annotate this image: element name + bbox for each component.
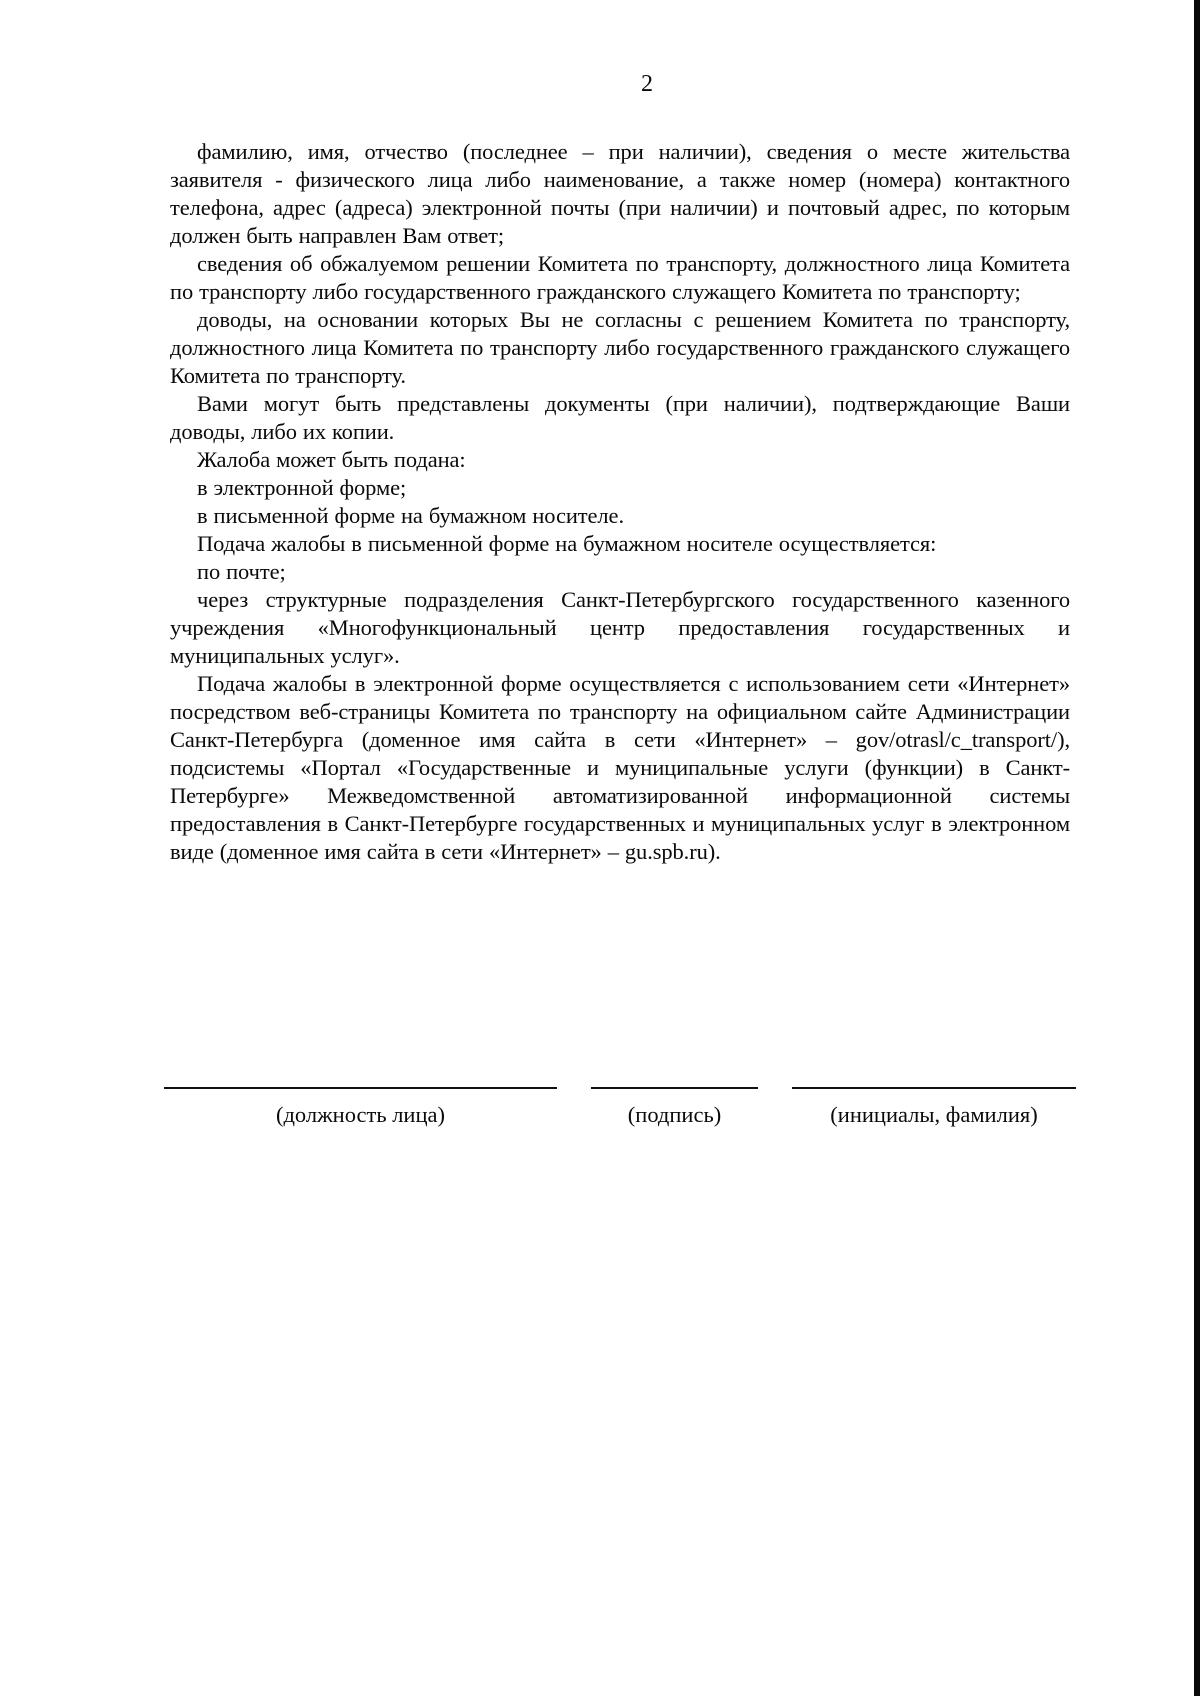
- signature-line: [591, 1087, 758, 1089]
- page-number: 2: [641, 71, 653, 97]
- paragraph-paper-submission: Подача жалобы в письменной форме на бумажном носителе осуществляется:: [197, 531, 937, 556]
- name-label: (инициалы, фамилия): [830, 1102, 1038, 1127]
- document-body: [170, 138, 1070, 866]
- position-signature-line: [164, 1087, 557, 1089]
- signature-label: (подпись): [627, 1102, 722, 1127]
- paragraph-arguments: доводы, на основании которых Вы не согласны с решением Комитета по транспорту, должностного лица Комитета по транспорту либо государственного гражданского служащего Комитета по транспорту.: [170, 307, 1070, 388]
- paragraph-paper-form: в письменной форме на бумажном носителе.: [197, 503, 624, 528]
- paragraph-mfc: через структурные подразделения Санкт-Петербургского государственного казенного учреждения «Многофункциональный центр предоставления государственных и муниципальных услуг».: [170, 587, 1070, 668]
- paragraph-electronic-submission: Подача жалобы в электронной форме осуществляется с использованием сети «Интернет» посредством веб-страницы Комитета по транспорту на официальном сайте Администрации Санкт-Петербурга (доменное имя сайта в сети «Интернет» – gov/otrasl/c_transport/), подсистемы «Портал «Государственные и муниципальные услуги (функции) в Санкт-Петербурге» Межведомственной автоматизированной информационной системы предоставления в Санкт-Петербурге государственных и муниципальных услуг в электронном виде (доменное имя сайта в сети «Интернет» – gu.spb.ru).: [170, 671, 1070, 864]
- paragraph-appealed-decision: сведения об обжалуемом решении Комитета по транспорту, должностного лица Комитета по транспорту либо государственного гражданского служащего Комитета по транспорту;: [170, 251, 1070, 304]
- paragraph-supporting-documents: Вами могут быть представлены документы (при наличии), подтверждающие Ваши доводы, либо их копии.: [170, 391, 1070, 444]
- paragraph-applicant-details: фамилию, имя, отчество (последнее – при наличии), сведения о месте жительства заявителя - физического лица либо наименование, а также номер (номера) контактного телефона, адрес (адреса) электронной почты (при наличии) и почтовый адрес, по которым должен быть направлен Вам ответ;: [170, 139, 1070, 248]
- paragraph-complaint-intro: Жалоба может быть подана:: [197, 447, 466, 472]
- paragraph-electronic-form: в электронной форме;: [197, 475, 407, 500]
- paragraph-by-mail: по почте;: [197, 559, 286, 584]
- name-signature-line: [792, 1087, 1076, 1089]
- position-label: (должность лица): [275, 1102, 445, 1127]
- scan-edge-border: [1194, 0, 1200, 1696]
